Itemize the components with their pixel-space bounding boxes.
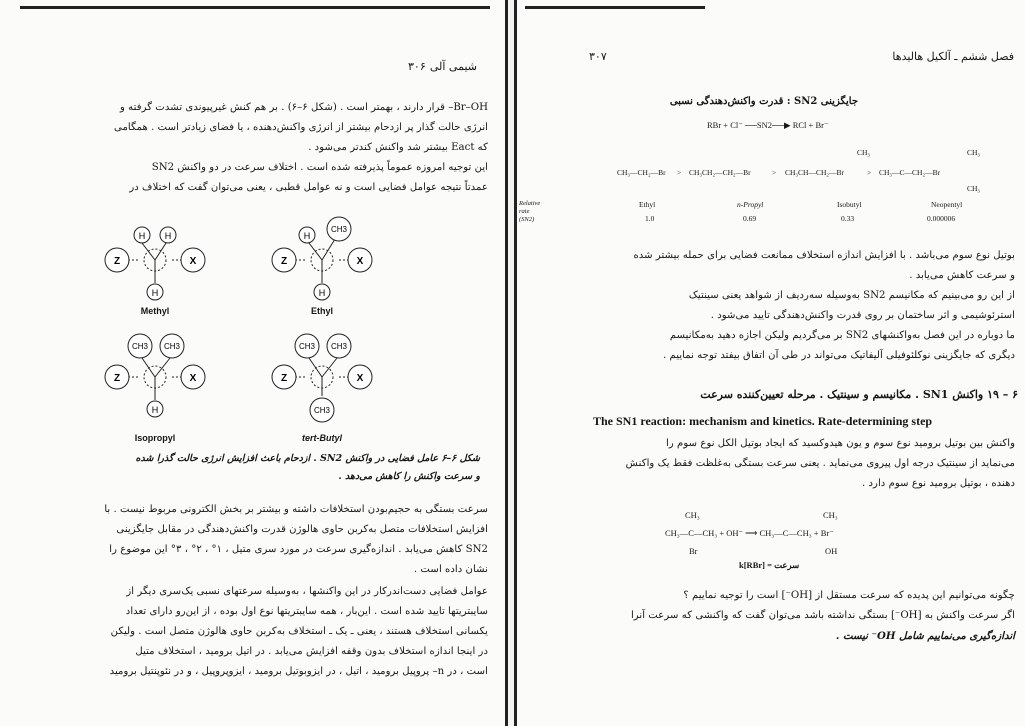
caption-line: و سرعت واکنش را کاهش می‌دهد .: [338, 471, 480, 482]
branch-label: CH₃: [967, 184, 981, 193]
substrate-name: Isobutyl: [837, 200, 862, 209]
text-line: انرژی حالت گذار پر ازدحام بیشتر از انرژی واکنش‌دهنده ، یا فضای زیادتر است . همگامی: [113, 122, 488, 133]
branch-label: CH₃: [857, 148, 871, 157]
molecule-isopropyl: [105, 334, 205, 417]
running-header-title: فصل ششم ـ آلکیل هالیدها: [892, 50, 1014, 63]
page-number: ۳۰۷: [589, 50, 607, 63]
molecule-name: Isopropyl: [134, 433, 176, 443]
rate-law: سرعت = k[RBr]: [739, 560, 800, 570]
branch-label: CH₃: [685, 510, 700, 520]
atom-label: X: [189, 256, 197, 267]
text-line: بوتیل نوع سوم می‌باشد . با افزایش اندازه استخلاف ممانعت فضایی برای حمله بیشتر شده: [633, 250, 1015, 261]
text-line: اندازه‌گیری می‌نماییم شامل OH⁻ نیست .: [835, 630, 1015, 642]
substrate-structure: CH₃CH₂—CH₂—Br: [689, 168, 751, 177]
text-line: استرئوشیمی و اثر ساختمان بر روی قدرت واکنش‌دهندگی تایید می‌شود .: [710, 310, 1015, 321]
atom-label: H: [164, 231, 172, 241]
caption-line: شکل ۶–۶ عامل فضایی در واکنش SN2 . ازدحام باعث افزایش انرژی حالت گذرا شده: [135, 453, 480, 464]
text-line: افزایش استخلافات متصل به‌کربن حاوی هالوژن قدرت واکنش‌دهندگی در مقابل جایگزینی: [116, 524, 488, 535]
text-line: یکسانی استخلاف هستند ، یعنی ـ یک ـ استخلاف به‌کربن حاوی هالوژن متصل است . ولیکن: [110, 626, 488, 637]
running-header-title: شیمی آلی: [429, 60, 477, 73]
atom-label: Z: [113, 256, 121, 267]
paragraph-1: [28, 98, 488, 198]
text-line: چگونه می‌توانیم این پدیده که سرعت مستقل از [OH⁻] است را توجیه نماییم ؟: [683, 590, 1015, 601]
paragraph-1: [585, 246, 1015, 366]
molecule-name: tert-Butyl: [302, 433, 342, 443]
text-line: می‌نماید از سینتیک درجه اول پیروی می‌نماید . یعنی سرعت بستگی به‌غلظت فقط یک واکنش: [625, 458, 1015, 469]
text-line: و سرعت کاهش می‌یابد .: [909, 270, 1015, 281]
left-page: [0, 0, 508, 726]
rate-label-line: rate: [519, 208, 530, 215]
paragraph-2: [585, 434, 1015, 494]
figure-caption: [40, 450, 480, 486]
text-line: از این رو می‌بینیم که مکانیسم SN2 به‌وسیله سه‌ردیف از شواهد یعنی سینتیک: [688, 290, 1015, 301]
text-line: سایبتریتها تایید شده است . این‌بار ، همه سایبتریتها نوع اول بوده ، از این‌رو دارای تعداد: [125, 606, 488, 617]
atom-label: Z: [113, 373, 121, 384]
page-number: ۳۰۶: [408, 60, 426, 73]
leaving-group-label: Br: [689, 546, 698, 556]
section-heading: ۶ – ۱۹ واکنش SN1 . مکانیسم و سینتیک . مرحله تعیین‌کننده سرعت: [700, 388, 1018, 401]
molecule-tert-butyl: [272, 334, 372, 422]
substrate-structure: CH₃—CH₂—Br: [617, 168, 666, 177]
atom-label: H: [318, 288, 326, 298]
atom-label: H: [303, 231, 311, 241]
atom-label: Z: [280, 256, 288, 267]
substrate-name: Ethyl: [639, 200, 656, 209]
text-line: سرعت بستگی به حجیم‌بودن استخلافات داشته و بیشتر بر بخش الکترونی مربوط نیست . با: [104, 504, 488, 515]
paragraph-3: [28, 582, 488, 682]
text-line: عمدتاً نتیجه عوامل فضایی است و نه عوامل قطبی ، یعنی می‌توان گفت که اختلاف در: [129, 182, 488, 193]
right-page: [514, 0, 1025, 726]
atom-label: CH3: [163, 342, 181, 351]
atom-label: CH3: [313, 406, 331, 415]
text-line: نشان داده است .: [413, 564, 488, 575]
separator: >: [677, 168, 682, 177]
atom-label: H: [138, 231, 146, 241]
relative-rate: 0.000006: [927, 214, 956, 223]
atom-label: CH3: [330, 342, 348, 351]
molecule-name: Ethyl: [310, 306, 333, 316]
atom-label: CH3: [131, 342, 149, 351]
paragraph-2: [28, 500, 488, 580]
substrate-structure: CH₃—C—CH₂—Br: [879, 168, 941, 177]
atom-label: X: [356, 373, 364, 384]
reaction-equation: RBr + Cl⁻ ──SN2──▶ RCl + Br⁻: [707, 120, 829, 130]
product-group-label: OH: [825, 546, 838, 556]
substrate-name: Neopentyl: [931, 200, 963, 209]
text-line: این توجیه امروزه عموماً پذیرفته شده است . اختلاف سرعت در دو واکنش SN2: [151, 162, 488, 173]
molecule-name: Methyl: [140, 306, 170, 316]
section-heading-english: The SN1 reaction: mechanism and kinetics. Rate-determining step: [593, 414, 933, 428]
relative-rate: 0.33: [841, 214, 855, 223]
text-line: اگر سرعت واکنش به [OH⁻] بستگی نداشته باشد می‌توان گفت که واکنشی که سرعت آنرا: [630, 610, 1015, 621]
relative-rate: 1.0: [645, 214, 655, 223]
branch-label: CH₃: [823, 510, 838, 520]
atom-label: CH3: [330, 225, 348, 234]
atom-label: X: [356, 256, 364, 267]
top-rule: [525, 6, 705, 9]
sn1-reaction-equation: CH₃—C—CH₃ + OH⁻ ⟶ CH₃—C—CH₃ + Br⁻: [665, 528, 834, 538]
text-line: واکنش بین بوتیل برومید نوع سوم و یون هیدوکسید که ایجاد بوتیل الکل نوع سوم را: [666, 438, 1015, 449]
rate-label: [519, 200, 540, 224]
text-line: Br–OH– قرار دارند ، بهمتر است . (شکل ۶–۶) . بر هم کنش غیرپیوندی تشدت گرفته و: [120, 102, 488, 113]
substrate-name: n-Propyl: [737, 200, 764, 209]
paragraph-3: [585, 586, 1015, 646]
molecule-ethyl: [272, 217, 372, 300]
rate-table: [519, 200, 1024, 240]
separator: >: [867, 168, 872, 177]
top-rule: [20, 6, 490, 9]
substrate-structure: CH₃CH—CH₂—Br: [785, 168, 844, 177]
steric-figure: [90, 215, 420, 455]
atom-label: H: [151, 288, 159, 298]
text-line: دیگری که جایگزینی نوکلئوفیلی آلیفاتیک می‌تواند در طی آن اتفاق بیفتد توجه نماییم .: [662, 350, 1015, 361]
rate-label-line: (SN2): [519, 216, 535, 223]
relative-rate: 0.69: [743, 214, 757, 223]
text-line: SN2 کاهش می‌یابد . اندازه‌گیری سرعت در مورد سری متیل ، ۱° ، ۲° ، ۳° این موضوع را: [109, 544, 488, 555]
rate-label-line: Relative: [519, 200, 541, 207]
separator: >: [772, 168, 777, 177]
atom-label: CH3: [298, 342, 316, 351]
atom-label: Z: [280, 373, 288, 384]
text-line: دهنده ، بوتیل برومید نوع سوم دارد .: [862, 478, 1015, 489]
atom-label: H: [151, 405, 159, 415]
text-line: در اینجا اندازه استخلاف بدون وقفه افزایش می‌یابد . در اتیل برومید ، استخلاف متیل: [135, 646, 488, 657]
subheading: جایگزینی SN2 : قدرت واکنش‌دهندگی نسبی: [669, 96, 858, 107]
text-line: عوامل فضایی دست‌اندرکار در این واکنشها ، به‌وسیله سرعتهای نسبی یک‌سری دیگر از: [126, 586, 488, 597]
branch-label: CH₃: [967, 148, 981, 157]
text-line: که Eact بیشتر شد واکنش کندتر می‌شود .: [308, 142, 488, 153]
molecule-methyl: [105, 227, 205, 300]
atom-label: X: [189, 373, 197, 384]
text-line: ما دوباره در این فصل به‌واکنشهای SN2 بر می‌گردیم ولیکن اجازه دهید به‌مکانیسم: [669, 330, 1015, 341]
text-line: است ، در n– پروپیل برومید ، اتیل ، در ایزوبوتیل برومید ، ایزوپروپیل ، و در نئوپنتیل برومید: [109, 666, 488, 677]
